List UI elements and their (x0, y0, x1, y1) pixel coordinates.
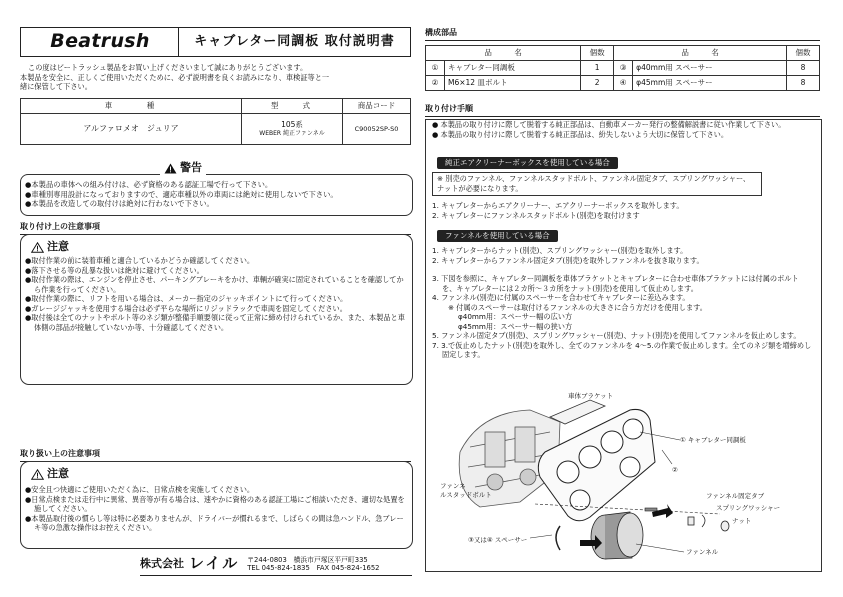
warning-box (20, 174, 413, 216)
handling-notes-title: 注意 (47, 467, 69, 480)
step-item: 1. キャブレターからエアクリーナー、エアクリーナーボックスを取外します。 (432, 201, 684, 210)
company-prefix: 株式会社 (140, 556, 184, 570)
cell-code: C90052SP-S0 (343, 114, 411, 145)
intro-text (20, 63, 412, 92)
part-number: ② (426, 76, 445, 91)
common-steps (432, 274, 812, 360)
section-air-cleaner-note: ※ 別売のファンネル、ファンネルスタッドボルト、ファンネル固定タブ、スプリングワッシャー、ナットが必要になります。 (432, 172, 762, 196)
parts-row (426, 76, 820, 91)
handling-notes-box (20, 461, 413, 549)
part-name: φ40mm用 スペーサー (633, 61, 787, 76)
part-qty: 8 (787, 61, 820, 76)
warning-title-text: 警告 (180, 161, 202, 174)
section-funnel-steps (432, 246, 814, 265)
col-vehicle: 車 種 (21, 99, 242, 114)
parts-col-name: 品 名 (426, 46, 581, 61)
warning-item: ●本製品を改造しての取付けは絶対に行わないで下さい。 (25, 199, 214, 209)
install-notes-section (20, 222, 411, 235)
vehicle-table (20, 98, 411, 145)
company-name: レイル (189, 554, 240, 573)
procedure-general-item: ● 本製品の取り付けに際して脱着する純正部品は、自動車メーカー発行の整備解説書に従い作業して下さい。 (432, 120, 786, 129)
handling-notes-heading: 取り扱い上の注意事項 (20, 449, 411, 462)
part-qty: 8 (787, 76, 820, 91)
company-phone: TEL 045-824-1835 FAX 045-824-1652 (247, 564, 380, 572)
part-number: ③ (614, 61, 633, 76)
warning-icon (164, 163, 177, 174)
step-item: 5. ファンネル固定タブ(別売)、スプリングワッシャー(別売)、ナット(別売)を使用してファンネルを仮止めします。 (432, 331, 801, 340)
part-qty: 1 (581, 61, 614, 76)
procedure-section (425, 104, 820, 117)
cell-vehicle: アルファロメオ ジュリア (21, 114, 242, 145)
procedure-heading: 取り付け手順 (425, 104, 820, 117)
spacer-40: φ40mm用：スペーサー幅の広い方 (458, 312, 573, 321)
step-item: 3. 下図を参照に、キャブレター同調板を車体ブラケットとキャブレターに合わせ車体ブラケットには付属のボルトを、キャブレターには２カ所～３カ所をナット(別売)を使用して仮止めします。 (432, 274, 799, 293)
install-note-item: ●取付後は全てのナットやボルト等のネジ類が整備手順要領に従って正常に締め付けられているか、また、本製品と車体側の部品が接触していないか等、十分確認してください。 (25, 313, 405, 332)
model-series: 105系 (281, 120, 303, 130)
part-name: M6×12 皿ボルト (445, 76, 581, 91)
section-funnel-title: ファンネルを使用している場合 (437, 230, 558, 242)
installation-diagram (440, 392, 812, 568)
warning-item: ●車種別専用設計になっておりますので、適応車種以外の車両には絶対に使用しないで下さい。 (25, 189, 338, 199)
warning-list (25, 180, 338, 209)
intro-line-2: 本製品を安全に、正しくご使用いただくために、必ず説明書を良くお読みになり、車検証等と一 (20, 72, 330, 82)
handling-note-item: ●本製品取付後の慣らし等は特に必要ありませんが、ドライバーが慣れるまで、しばらくの間は急ハンドル、急ブレーキ等の急激な操作はお控えください。 (25, 513, 404, 532)
install-notes-heading: 取り付け上の注意事項 (20, 222, 411, 235)
stud-label: ファンネルスタッドボルト (440, 482, 492, 499)
procedure-general-item: ● 本製品の取り付けに際して脱着する純正部品は、紛失しないよう大切に保管して下さい。 (432, 129, 729, 139)
col-code: 商品コード (343, 99, 411, 114)
funnel-label: ファンネル (686, 548, 719, 556)
brand-logo (20, 27, 179, 57)
warning-title (160, 161, 206, 176)
bracket-illustration (550, 400, 605, 424)
step-item: 2. キャブレターからファンネル固定タブ(別売)を取外しファンネルを抜き取ります。 (432, 255, 704, 265)
washer-label: スプリングワッシャー (716, 504, 781, 512)
spacer-note: ※ 付属のスペーサーは取付けるファンネルの大きさに合う方だけを使用します。 (448, 302, 707, 312)
parts-col-qty: 個数 (581, 46, 614, 61)
parts-section (425, 28, 820, 41)
handling-notes-list (25, 485, 409, 533)
handling-notes-section (20, 449, 411, 462)
part-qty: 2 (581, 76, 614, 91)
install-notes-list (25, 256, 409, 332)
nut-label: ナット (732, 517, 752, 525)
logo-text: Beatrush (50, 30, 150, 53)
company-address: 〒244-0803 横浜市戸塚区平戸町335 (247, 555, 368, 564)
model-funnel: WEBER 純正ファンネル (259, 129, 325, 137)
install-note-item: ●取付作業の前に装着車種と適合しているかどうか確認してください。 (25, 256, 255, 265)
spacer-label: ③又は④ スペーサー (468, 536, 528, 544)
document-title: キャブレター同調板 取付説明書 (178, 27, 411, 57)
col-model: 型 式 (242, 99, 343, 114)
company-contact (247, 556, 379, 572)
company-block (140, 553, 412, 575)
install-notes-box (20, 234, 413, 385)
vehicle-table-row (21, 114, 411, 145)
company-underline (140, 575, 412, 576)
section-air-cleaner-title: 純正エアクリーナーボックスを使用している場合 (437, 157, 618, 169)
step-item: 7. 3.で仮止めしたナット(別売)を取外し、全てのファンネルを 4～5.の作業で仮止めします。全てのネジ類を増締めし固定します。 (432, 340, 812, 359)
plate-label: ① キャブレター同調板 (680, 436, 746, 444)
parts-table-header (426, 46, 820, 61)
tab-label: ファンネル固定タブ (706, 492, 765, 500)
install-note-item: ●ガレージジャッキを使用する場合は必ず平らな場所にリジッドラックで車両を固定してください。 (25, 303, 347, 313)
step-item: 4. ファンネル(別売)に付属のスペーサーを合わせてキャブレターに差込みます。 (432, 293, 690, 302)
part-number: ④ (614, 76, 633, 91)
parts-col-qty-2: 個数 (787, 46, 820, 61)
install-notes-title: 注意 (47, 240, 69, 253)
caution-icon (31, 469, 44, 480)
install-note-item: ●取付作業の際は、エンジンを停止させ、パーキングブレーキをかけ、車輌が確実に固定されていることを確認してから作業を行ってください。 (25, 275, 404, 294)
spacer-45: φ45mm用：スペーサー幅の狭い方 (458, 321, 573, 331)
part-name: φ45mm用 スペーサー (633, 76, 787, 91)
section-air-cleaner-steps (432, 201, 814, 220)
step-item: 1. キャブレターからナット(別売)、スプリングワッシャー(別売)を取外します。 (432, 246, 688, 255)
install-note-item: ●取付作業の際に、リフトを用いる場合は、メーカー指定のジャッキポイントにて行ってください。 (25, 294, 348, 303)
install-notes-label (31, 240, 69, 255)
parts-table (425, 45, 820, 91)
handling-notes-label (31, 467, 69, 482)
bracket-label: 車体ブラケット (568, 392, 614, 400)
cell-model (242, 114, 343, 145)
step-item: 2. キャブレターにファンネルスタッドボルト(別売)を取付けます (432, 210, 640, 220)
part-number: ① (426, 61, 445, 76)
procedure-general (432, 120, 814, 139)
warning-item: ●本製品の車体への組み付けは、必ず資格のある認証工場で行って下さい。 (25, 180, 273, 189)
handling-note-item: ●日常点検または走行中に異常、異音等が有る場合は、速やかに資格のある認証工場にご相談いただき、適切な処置を施してください。 (25, 494, 405, 513)
vehicle-table-header (21, 99, 411, 114)
handling-note-item: ●安全且つ快適にご使用いただく為に、日常点検を実施してください。 (25, 485, 255, 494)
caution-icon (31, 242, 44, 253)
part-name: キャブレター同調板 (445, 61, 581, 76)
funnel-illustration (591, 512, 643, 559)
parts-row (426, 61, 820, 76)
intro-line-3: 緒に保管して下さい。 (20, 82, 92, 91)
parts-heading: 構成部品 (425, 28, 820, 41)
bolt-label: ② (672, 466, 678, 474)
install-note-item: ●落下させる等の乱暴な扱いは絶対に避けてください。 (25, 265, 204, 275)
intro-line-1: この度はビートラッシュ製品をお買い上げくださいまして誠にありがとうございます。 (28, 63, 308, 72)
parts-col-name-2: 品 名 (614, 46, 787, 61)
